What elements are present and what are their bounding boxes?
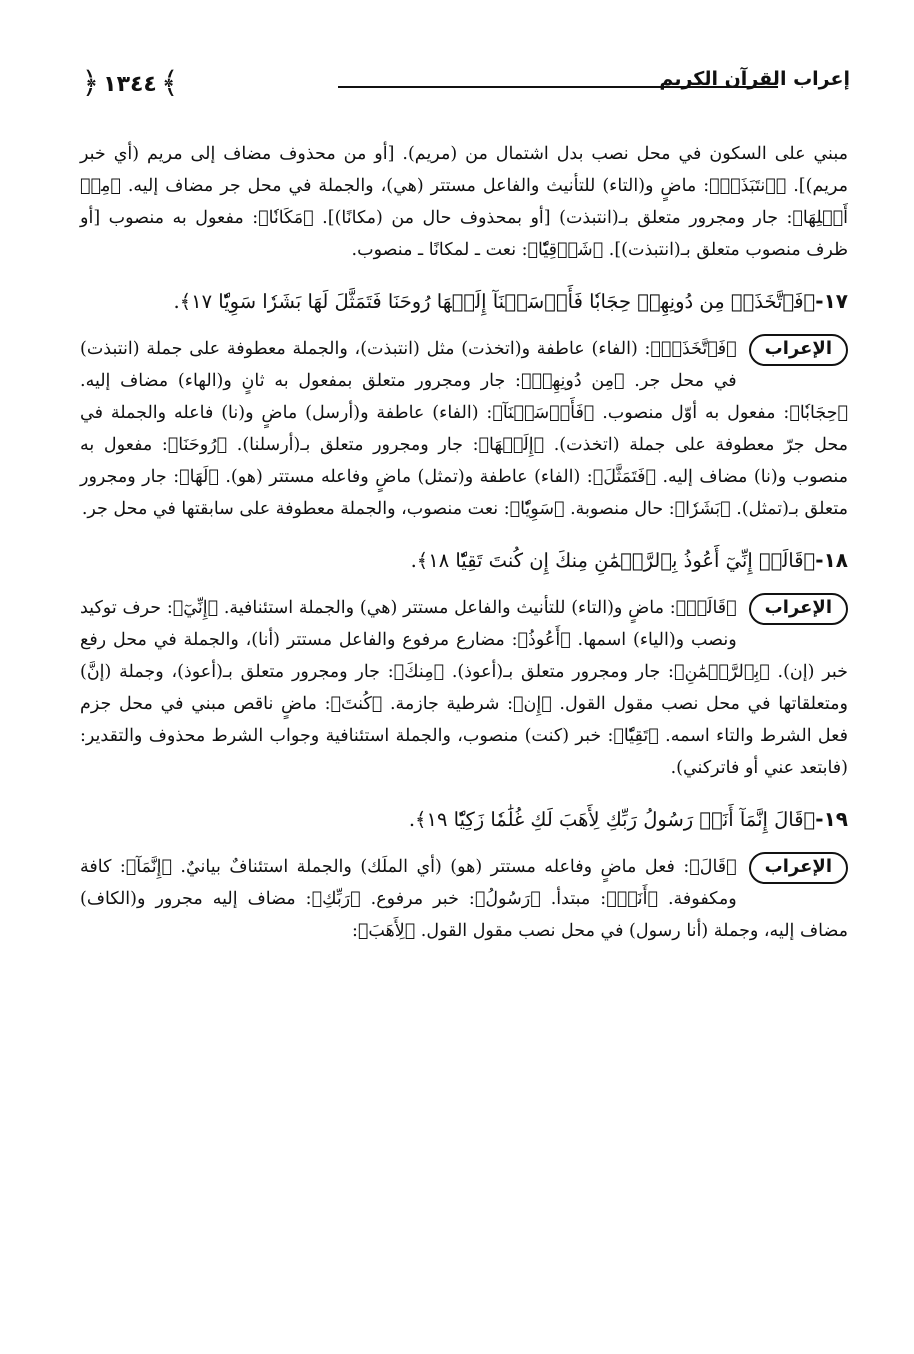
irab-section — [80, 592, 848, 784]
verse-number: ١٧- — [815, 289, 848, 313]
right-bracket-icon: ﴾ — [160, 66, 179, 101]
page-number — [70, 64, 190, 104]
verse-text: ﴿قَالَ إِنَّمَآ أَنَا۠ رَسُولُ رَبِّكِ لِأَهَبَ لَكِ غُلَٰمٗا زَكِيّٗا ١٩﴾. — [408, 808, 816, 831]
page-number-value: ١٣٤٤ — [103, 71, 157, 97]
verse-19 — [80, 802, 848, 837]
irab-section — [80, 333, 848, 525]
verse-17 — [80, 284, 848, 319]
irab-section — [80, 851, 848, 947]
page-content — [80, 138, 848, 947]
page-header — [70, 60, 850, 110]
irab-label-badge: الإعراب — [749, 593, 848, 625]
verse-number: ١٨- — [815, 548, 848, 572]
irab-text: ﴿فَٱتَّخَذَتۡ﴾: (الفاء) عاطفة و(اتخذت) مثل (انتبذت)، والجملة معطوفة على جملة (انتبذت) في محل جر. ﴿مِن دُونِهِمۡ﴾: جار ومجرور متعلق بمفعول به ثانٍ و(الهاء) مضاف إليه. ﴿حِجَابٗا﴾: مفعول به أوّل منصوب. ﴿فَأَرۡسَلۡنَآ﴾: (الفاء) عاطفة و(أرسل) ماضٍ و(نا) فاعله والجملة في محل جرّ معطوفة على جملة (اتخذت). ﴿إِلَيۡهَا﴾: جار ومجرور متعلق بـ(أرسلنا). ﴿رُوحَنَا﴾: مفعول به منصوب و(نا) مضاف إليه. ﴿فَتَمَثَّلَ﴾: (الفاء) عاطفة و(تمثل) ماضٍ وفاعله مستتر (هو). ﴿لَهَا﴾: جار ومجرور متعلق بـ(تمثل). ﴿بَشَرٗا﴾: حال منصوبة. ﴿سَوِيّٗا﴾: نعت منصوب، والجملة معطوفة على سابقتها في محل جر. — [80, 339, 848, 519]
verse-18 — [80, 543, 848, 578]
irab-text: ﴿قَالَ﴾: فعل ماضٍ وفاعله مستتر (هو) (أي الملَك) والجملة استئنافٌ بيانيٌ. ﴿إِنَّمَآ﴾: كافة ومكفوفة. ﴿أَنَا۠﴾: مبتدأ. ﴿رَسُولُ﴾: خبر مرفوع. ﴿رَبِّكِ﴾: مضاف إليه مجرور و(الكاف) مضاف إليه، وجملة (أنا رسول) في محل نصب مقول القول. ﴿لِأَهَبَ﴾: — [80, 857, 848, 941]
irab-label-badge: الإعراب — [749, 334, 848, 366]
paragraph: مبني على السكون في محل نصب بدل اشتمال من (مريم). [أو من محذوف مضاف إلى مريم (أي خبر مريم)]. ﴿ٱنتَبَذَتۡ﴾: ماضٍ و(التاء) للتأنيث والفاعل مستتر (هي)، والجملة في محل جر مضاف إليه. ﴿مِنۡ أَهۡلِهَا﴾: جار ومجرور متعلق بـ(انتبذت) [أو بمحذوف حال من (مكانًا)]. ﴿مَكَانٗا﴾: مفعول به منصوب [أو ظرف منصوب متعلق بـ(انتبذت)]. ﴿شَرۡقِيّٗا﴾: نعت ـ لمكانًا ـ منصوب. — [80, 144, 848, 260]
left-bracket-icon: ﴿ — [81, 66, 100, 101]
book-title: إعراب القرآن الكريم — [659, 68, 850, 90]
irab-text: ﴿قَالَتۡ﴾: ماضٍ و(التاء) للتأنيث والفاعل مستتر (هي) والجملة استئنافية. ﴿إِنِّيٓ﴾: حرف توكيد ونصب و(الياء) اسمها. ﴿أَعُوذُ﴾: مضارع مرفوع والفاعل مستتر (أنا)، والجملة في محل رفع خبر (إن). ﴿بِٱلرَّحۡمَٰنِ﴾: جار ومجرور متعلق بـ(أعوذ). ﴿مِنكَ﴾: جار ومجرور متعلق بـ(أعوذ)، وجملة (إنَّ) ومتعلقاتها في محل نصب مقول القول. ﴿إِن﴾: شرطية جازمة. ﴿كُنتَ﴾: ماضٍ ناقص مبني في محل جزم فعل الشرط والتاء اسمه. ﴿تَقِيّٗا﴾: خبر (كنت) منصوب، والجملة استئنافية وجواب الشرط محذوف والتقدير: (فابتعد عني أو فاتركني). — [80, 598, 848, 778]
verse-number: ١٩- — [815, 807, 848, 831]
verse-text: ﴿قَالَتۡ إِنِّيٓ أَعُوذُ بِٱلرَّحۡمَٰنِ مِنكَ إِن كُنتَ تَقِيّٗا ١٨﴾. — [410, 549, 816, 572]
verse-text: ﴿فَٱتَّخَذَتۡ مِن دُونِهِمۡ حِجَابٗا فَأَرۡسَلۡنَآ إِلَيۡهَا رُوحَنَا فَتَمَثَّلَ لَهَا بَشَرٗا سَوِيّٗا ١٧﴾. — [173, 290, 816, 313]
irab-label-badge: الإعراب — [749, 852, 848, 884]
